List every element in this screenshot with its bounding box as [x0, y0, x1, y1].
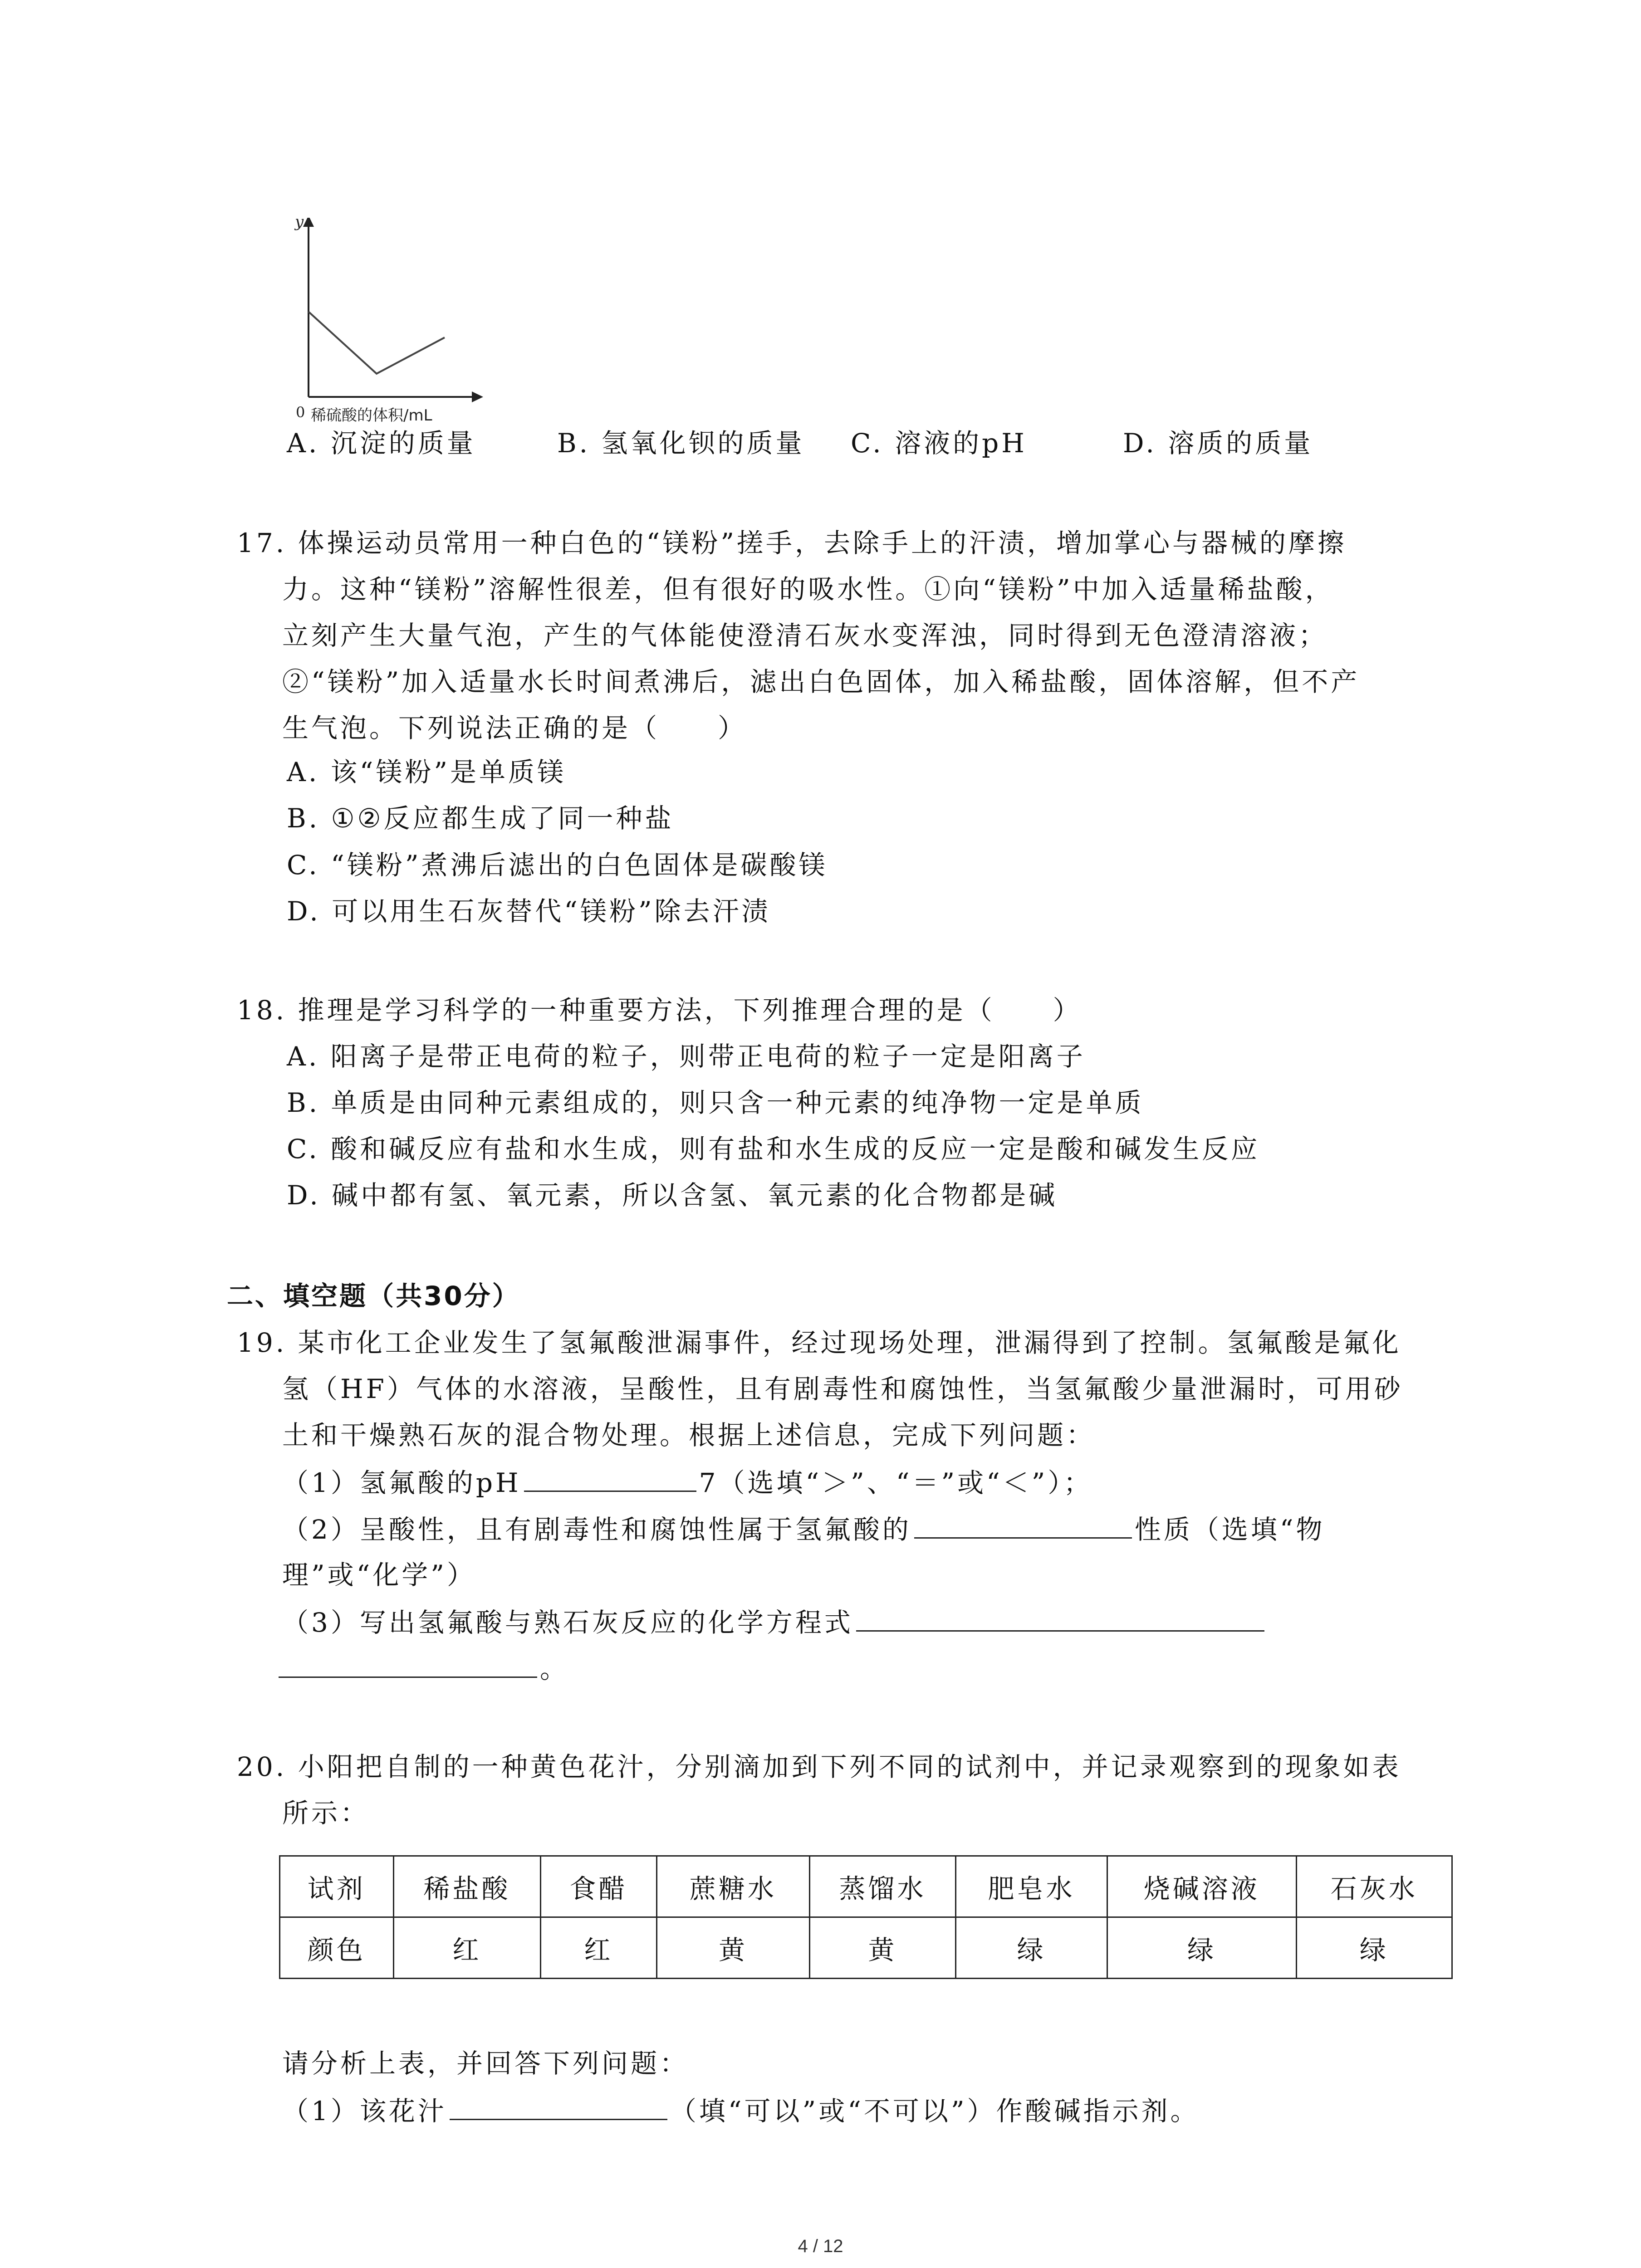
table-cell: 肥皂水 [955, 1856, 1107, 1917]
q16-option-a: A. 沉淀的质量 [287, 428, 476, 459]
y-axis-label: y [295, 218, 304, 231]
q17-option-b: B. ①②反应都生成了同一种盐 [287, 803, 674, 834]
q20-part-1-prefix: （1）该花汁 [282, 2096, 447, 2126]
q19-blank-3a[interactable] [856, 1605, 1264, 1632]
q20-stem-line-1: 20. 小阳把自制的一种黄色花汁，分别滴加到下列不同的试剂中，并记录观察到的现象如表 [237, 1751, 1401, 1782]
table-cell: 黄 [656, 1917, 809, 1979]
q19-part-3-prefix: （3）写出氢氟酸与熟石灰反应的化学方程式 [282, 1607, 853, 1638]
q18-option-a: A. 阳离子是带正电荷的粒子，则带正电荷的粒子一定是阳离子 [287, 1041, 1086, 1072]
q18-option-b: B. 单质是由同种元素组成的，则只含一种元素的纯净物一定是单质 [287, 1087, 1144, 1118]
table-cell: 绿 [1107, 1917, 1296, 1979]
q16-option-c: C. 溶液的pH [851, 428, 1027, 459]
q19-stem-line-2: 氢（HF）气体的水溶液，呈酸性，且有剧毒性和腐蚀性，当氢氟酸少量泄漏时，可用砂 [282, 1374, 1403, 1404]
page-number: 4 / 12 [798, 2236, 843, 2256]
reagent-color-table [279, 1855, 1453, 1979]
table-cell: 食醋 [541, 1856, 657, 1917]
q17-stem-line-3: 立刻产生大量气泡，产生的气体能使澄清石灰水变浑浊，同时得到无色澄清溶液； [282, 620, 1328, 651]
x-axis-label: 稀硫酸的体积/mL [311, 406, 432, 425]
table-cell: 稀盐酸 [393, 1856, 541, 1917]
table-cell: 试剂 [280, 1856, 394, 1917]
q18-stem: 18. 推理是学习科学的一种重要方法，下列推理合理的是（ ） [237, 995, 1082, 1026]
q19-part-1-prefix: （1）氢氟酸的pH [282, 1467, 521, 1498]
origin-label: 0 [296, 404, 305, 421]
q16-option-b: B. 氢氧化钡的质量 [557, 428, 805, 459]
q19-blank-1[interactable] [524, 1465, 696, 1492]
q19-blank-2[interactable] [914, 1512, 1132, 1539]
q19-part-2-suffix: 性质（选填“物 [1134, 1514, 1325, 1545]
table-cell: 绿 [955, 1917, 1107, 1979]
q18-option-d: D. 碱中都有氢、氧元素，所以含氢、氧元素的化合物都是碱 [287, 1180, 1058, 1211]
table-cell: 烧碱溶液 [1107, 1856, 1296, 1917]
table-row [280, 1856, 1452, 1917]
q19-blank-3b[interactable] [279, 1651, 537, 1678]
table-cell: 红 [393, 1917, 541, 1979]
line-chart [272, 218, 508, 426]
q19-part-3-cont [279, 1651, 569, 1686]
q19-part-1 [282, 1465, 1092, 1500]
table-cell: 绿 [1296, 1917, 1452, 1979]
q17-stem-line-2: 力。这种“镁粉”溶解性很差，但有很好的吸水性。①向“镁粉”中加入适量稀盐酸， [282, 574, 1334, 605]
q20-blank-1[interactable] [450, 2093, 667, 2120]
q17-option-d: D. 可以用生石灰替代“镁粉”除去汗渍 [287, 896, 771, 927]
q17-option-a: A. 该“镁粉”是单质镁 [287, 757, 567, 787]
q17-stem-line-4: ②“镁粉”加入适量水长时间煮沸后，滤出白色固体，加入稀盐酸，固体溶解，但不产 [282, 666, 1360, 697]
q20-part-1 [282, 2093, 1200, 2128]
table-cell: 蔗糖水 [656, 1856, 809, 1917]
q20-instruction: 请分析上表，并回答下列问题： [282, 2048, 689, 2079]
q19-part-3 [282, 1605, 1267, 1639]
q19-stem-line-1: 19. 某市化工企业发生了氢氟酸泄漏事件，经过现场处理，泄漏得到了控制。氢氟酸是氟化 [237, 1327, 1401, 1358]
q17-option-c: C. “镁粉”煮沸后滤出的白色固体是碳酸镁 [287, 850, 828, 880]
table-cell: 颜色 [280, 1917, 394, 1979]
data-line [309, 312, 445, 374]
section-heading: 二、填空题（共30分） [227, 1281, 520, 1311]
table-cell: 蒸馏水 [810, 1856, 956, 1917]
q19-stem-line-3: 土和干燥熟石灰的混合物处理。根据上述信息，完成下列问题： [282, 1420, 1096, 1451]
q19-part-1-suffix: 7（选填“＞”、“＝”或“＜”）； [699, 1467, 1093, 1498]
table-cell: 石灰水 [1296, 1856, 1452, 1917]
q18-option-c: C. 酸和碱反应有盐和水生成，则有盐和水生成的反应一定是酸和碱发生反应 [287, 1134, 1260, 1164]
y-axis-arrow [303, 218, 314, 227]
q17-stem-line-5: 生气泡。下列说法正确的是（ ） [282, 713, 747, 743]
q19-part-2 [282, 1512, 1325, 1546]
q20-part-1-suffix: （填“可以”或“不可以”）作酸碱指示剂。 [670, 2096, 1200, 2126]
q20-stem-line-2: 所示： [282, 1798, 370, 1828]
q19-part-2-prefix: （2）呈酸性，且有剧毒性和腐蚀性属于氢氟酸的 [282, 1514, 911, 1545]
q19-part-3-end: 。 [540, 1653, 569, 1684]
x-axis-arrow [472, 391, 483, 402]
q19-part-2-cont: 理”或“化学”） [282, 1559, 476, 1590]
table-cell: 红 [541, 1917, 657, 1979]
q16-option-d: D. 溶质的质量 [1123, 428, 1313, 459]
table-row [280, 1917, 1452, 1979]
table-cell: 黄 [810, 1917, 956, 1979]
q17-stem-line-1: 17. 体操运动员常用一种白色的“镁粉”搓手，去除手上的汗渍，增加掌心与器械的摩擦 [237, 528, 1347, 558]
